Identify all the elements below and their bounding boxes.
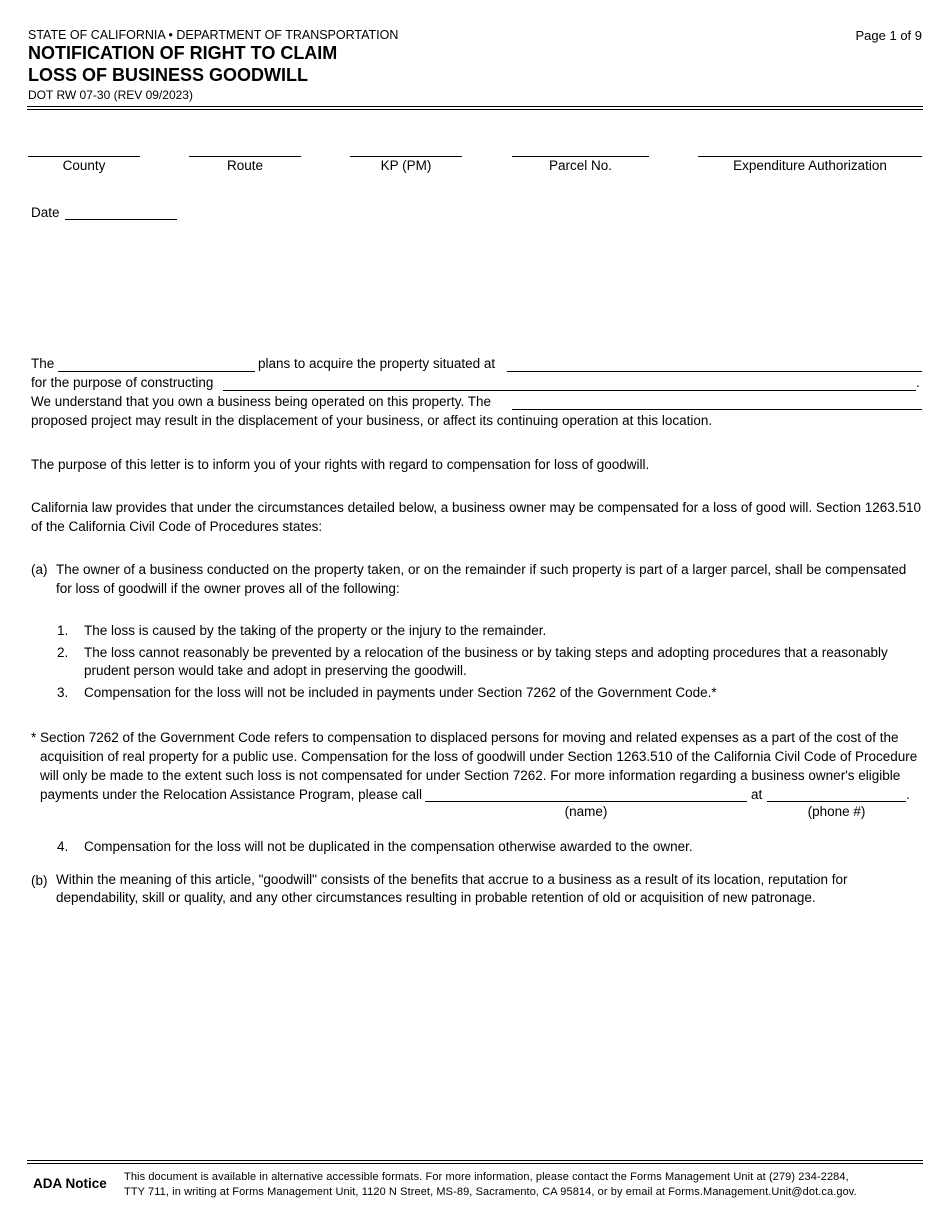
agency-blank-field[interactable] xyxy=(58,371,255,372)
california-law-paragraph: California law provides that under the circumstances detailed below, a business owner may be compensated for a loss of good will. Section 1263.510 of the California Civil Code of Procedures states: xyxy=(31,500,922,534)
line3-text: We understand that you own a business being operated on this property. The xyxy=(31,394,492,409)
section-a-marker: (a) xyxy=(31,562,48,577)
item-2-text: The loss cannot reasonably be prevented by a relocation of the business or by taking steps and adopting procedures that a reasonably prudent person would take and adopt in preserving the goodwill. xyxy=(84,645,888,678)
item-3-text: Compensation for the loss will not be included in payments under Section 7262 of the Government Code.* xyxy=(84,685,717,700)
footnote-period: . xyxy=(906,787,910,802)
form-number: DOT RW 07-30 (REV 09/2023) xyxy=(28,88,193,102)
purpose-paragraph: The purpose of this letter is to inform you of your rights with regard to compensation for loss of goodwill. xyxy=(31,457,650,472)
line1-plans-text: plans to acquire the property situated at xyxy=(258,356,496,371)
route-field[interactable] xyxy=(189,156,301,157)
footer-divider-bottom xyxy=(27,1163,923,1164)
county-field[interactable] xyxy=(28,156,140,157)
parcel-no-field[interactable] xyxy=(512,156,649,157)
item-4-number: 4. xyxy=(57,839,69,854)
property-location-field[interactable] xyxy=(507,371,922,372)
parcel-no-label: Parcel No. xyxy=(548,158,613,173)
county-label: County xyxy=(62,158,106,173)
line1-the: The xyxy=(31,356,55,371)
expenditure-authorization-label: Expenditure Authorization xyxy=(733,158,887,173)
contact-name-field[interactable] xyxy=(425,801,747,802)
ada-notice-text-2: TTY 711, in writing at Forms Management Unit, 1120 N Street, MS-89, Sacramento, CA 95814, or by email at Forms.Management.Unit@dot.ca.gov. xyxy=(124,1186,857,1198)
item-4-text: Compensation for the loss will not be duplicated in the compensation otherwise awarded to the owner. xyxy=(84,839,693,854)
expenditure-authorization-field[interactable] xyxy=(698,156,922,157)
header-divider-top xyxy=(27,106,923,107)
footnote-last-line: payments under the Relocation Assistance Program, please call xyxy=(40,787,422,802)
kp-pm-label: KP (PM) xyxy=(380,158,432,173)
contact-phone-field[interactable] xyxy=(767,801,906,802)
footnote-text: Section 7262 of the Government Code refers to compensation to displaced persons for moving and related expenses as a part of the cost of the acquisition of real property for a public use. Compensation for the loss of goodwill under Section 1263.510 of the California Civil Code of Procedure will only be made to the extent such loss is not compensated for under Section 7262. For more information regarding a business owner's eligible xyxy=(40,730,918,783)
date-label: Date xyxy=(31,205,60,220)
ada-notice-text-1: This document is available in alternative accessible formats. For more information, please contact the Forms Management Unit at (279) 234-2284, xyxy=(124,1171,849,1183)
form-title-line1: NOTIFICATION OF RIGHT TO CLAIM xyxy=(28,43,338,63)
project-name-field[interactable] xyxy=(512,409,922,410)
header-divider-bottom xyxy=(27,109,923,110)
item-1-text: The loss is caused by the taking of the property or the injury to the remainder. xyxy=(84,623,547,638)
construction-purpose-field[interactable] xyxy=(223,390,916,391)
date-field[interactable] xyxy=(65,219,177,220)
section-b-marker: (b) xyxy=(31,873,48,888)
line2-text: for the purpose of constructing xyxy=(31,375,214,390)
page-number: Page 1 of 9 xyxy=(855,28,922,43)
footnote-star: * xyxy=(31,730,37,745)
item-2-number: 2. xyxy=(57,645,69,660)
footnote-at: at xyxy=(751,787,763,802)
item-1-number: 1. xyxy=(57,623,69,638)
footer-divider-top xyxy=(27,1160,923,1161)
phone-caption: (phone #) xyxy=(807,804,866,819)
section-b-text: Within the meaning of this article, "goodwill" consists of the benefits that accrue to a business as a result of its location, reputation for dependability, skill or quality, and any other circumstances resulting in probable retention of old or acquisition of new patronage. xyxy=(56,872,848,905)
name-caption: (name) xyxy=(564,804,608,819)
kp-pm-field[interactable] xyxy=(350,156,462,157)
form-title-line2: LOSS OF BUSINESS GOODWILL xyxy=(28,65,309,85)
item-3-number: 3. xyxy=(57,685,69,700)
line2-period: . xyxy=(916,375,920,390)
agency-name: STATE OF CALIFORNIA • DEPARTMENT OF TRANSPORTATION xyxy=(28,28,399,42)
section-a-text: The owner of a business conducted on the property taken, or on the remainder if such property is part of a larger parcel, shall be compensated for loss of goodwill if the owner proves all of the following: xyxy=(56,562,907,596)
route-label: Route xyxy=(226,158,264,173)
line4-text: proposed project may result in the displacement of your business, or affect its continuing operation at this location. xyxy=(31,413,713,428)
ada-notice-label: ADA Notice xyxy=(33,1176,107,1191)
